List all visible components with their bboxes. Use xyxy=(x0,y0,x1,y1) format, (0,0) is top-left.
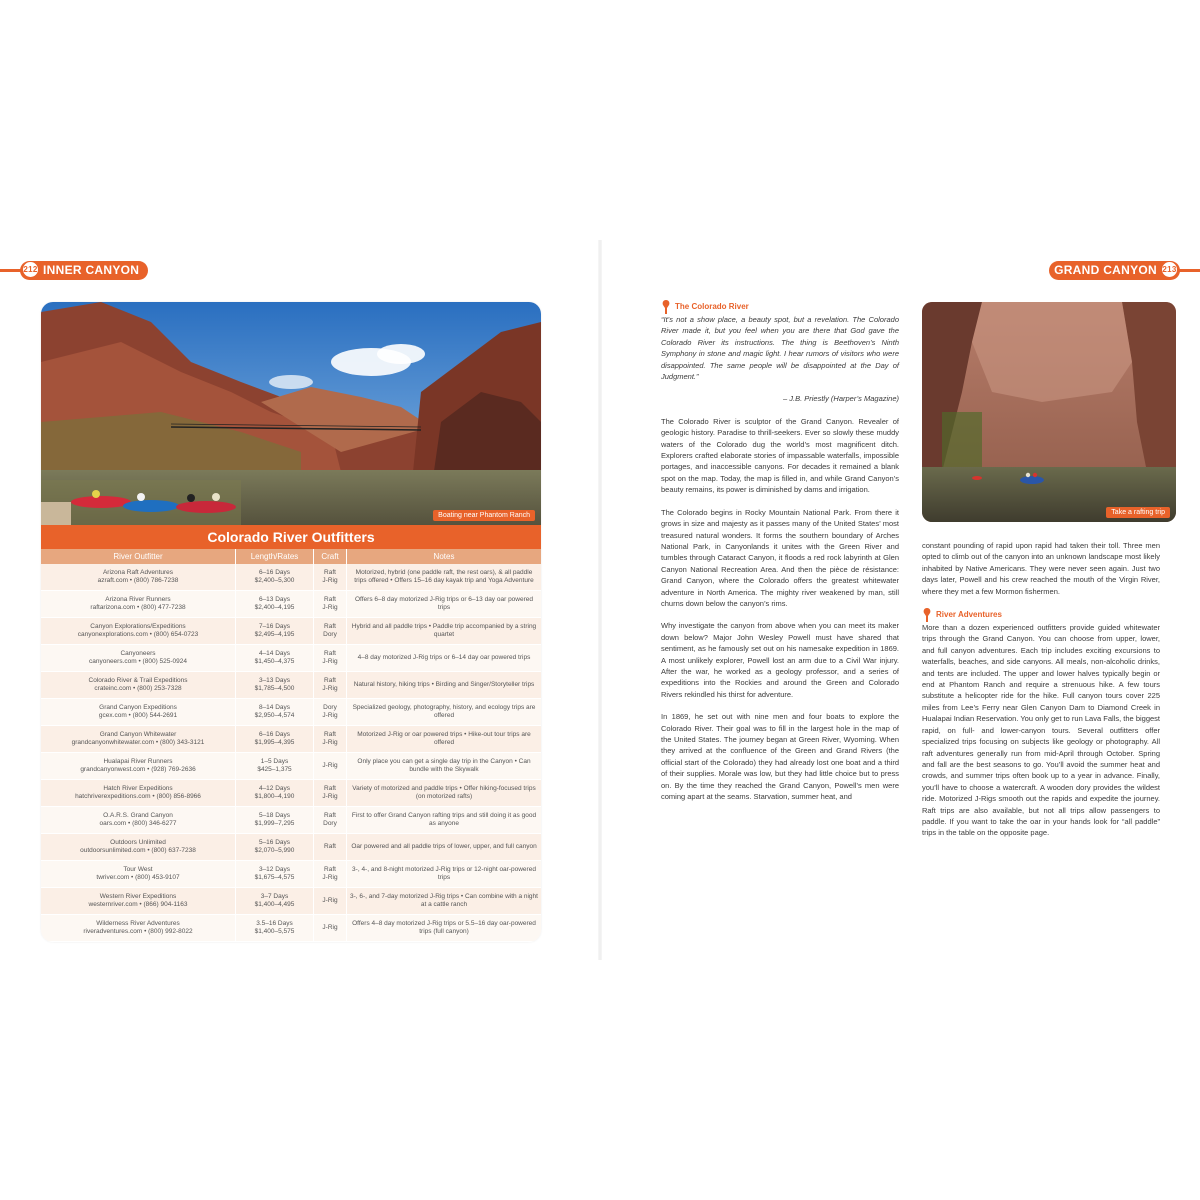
page-number-left: 212 xyxy=(23,262,38,277)
section-label-right: GRAND CANYON xyxy=(1054,263,1157,277)
cell-outfitter xyxy=(41,807,236,833)
cell-outfitter-line: crateinc.com • (800) 253-7328 xyxy=(94,685,182,692)
cell-length xyxy=(236,834,314,860)
cell-outfitter xyxy=(41,672,236,698)
cell-craft xyxy=(314,726,347,752)
cell-length-line: 6–16 Days xyxy=(258,731,291,738)
quote-attribution: – J.B. Priestly (Harper’s Magazine) xyxy=(782,394,899,404)
cell-length xyxy=(236,780,314,806)
cell-length-line: 5–18 Days xyxy=(258,812,291,819)
cell-length-line: 7–16 Days xyxy=(258,623,291,630)
cell-outfitter-line: Hatch River Expeditions xyxy=(103,785,173,792)
table-title: Colorado River Outfitters xyxy=(41,525,541,549)
cell-craft-line: J-Rig xyxy=(322,604,338,611)
cell-outfitter-line: raftarizona.com • (800) 477-7238 xyxy=(90,604,186,611)
cell-outfitter xyxy=(41,618,236,644)
cell-length xyxy=(236,753,314,779)
cell-outfitter xyxy=(41,753,236,779)
section-heading-river-adventures xyxy=(922,608,1160,622)
cell-craft-line: Raft xyxy=(324,785,336,792)
table-row xyxy=(41,591,541,618)
cell-length-line: 3–12 Days xyxy=(258,866,291,873)
cell-craft-line: J-Rig xyxy=(322,739,338,746)
table-row xyxy=(41,564,541,591)
cell-outfitter xyxy=(41,645,236,671)
cell-craft-line: Dory xyxy=(323,631,337,638)
cell-notes xyxy=(347,618,541,644)
cell-notes xyxy=(347,726,541,752)
paragraph: The Colorado begins in Rocky Mountain National Park. From there it grows in size and majesty as it passes many of the United States’ most treasured natural wonders. It forms the southern boundary of Arches National Park, in Canyonlands it unites with the Green River and tumbles through Cataract Canyon, it floods a red rock labyrinth at Glen Canyon National Recreation Area. And then the pièce de résistance: Grand Canyon, where the Colorado offers the greatest whitewater adventure in North America. The mighty river weakened by man, still churns down below the canyon’s rims. xyxy=(661,507,899,608)
article-column-2 xyxy=(922,540,1160,850)
cell-length-line: $2,950–4,574 xyxy=(254,712,295,719)
cell-notes-line: Only place you can get a single day trip in the Canyon • Can bundle with the Skywalk xyxy=(357,758,531,773)
section-tab-left xyxy=(20,261,148,280)
cell-craft xyxy=(314,591,347,617)
paragraph: More than a dozen experienced outfitters provide guided whitewater trips through the Grand Canyon. You can choose from upper, lower, and full canyon adventures. Each trip includes exciting excursions to waterfalls, beaches, and side canyons. All meals, non-alcoholic drinks, and tents are included. The upper and lower halves typically begin or end at Phantom Ranch and require a strenuous hike. A few tours substitute a helicopter ride for the hike. Full canyon tours cover 225 miles from Lee’s Ferry near Glen Canyon Dam to Diamond Creek in Hualapai Indian Reservation. You only get to run Lava Falls, the biggest rapid, on full- and lower-canyon tours. Several outfitters offer specialized trips focusing on subjects like geology or photography. All raft adventures generally run from mid-April through October. Spring and fall are the best seasons to go. You’ll avoid the summer heat and crowds, and summer trips often book up to a year in advance. Finally, you’ll have to choose a watercraft. A wooden dory provides the wildest ride. Motorized J-Rigs smooth out the rapids and expedite the journey. Raft trips are also available, but not all trips allow passengers to paddle. If you want to take the oar in your hands look for “all paddle” trips in the table on the opposite page. xyxy=(922,623,1160,838)
table-body xyxy=(41,564,541,942)
cell-length xyxy=(236,807,314,833)
cell-craft-line: Raft xyxy=(324,596,336,603)
cell-notes xyxy=(347,699,541,725)
cell-craft xyxy=(314,645,347,671)
cell-notes-line: Motorized, hybrid (one paddle raft, the rest oars), & all paddle trips offered • Offers 15–16 day kayak trip and Yoga Adventure xyxy=(354,569,534,584)
cell-length-line: $1,400–5,575 xyxy=(254,928,295,935)
cell-outfitter-line: Grand Canyon Expeditions xyxy=(99,704,177,711)
cell-outfitter-line: oars.com • (800) 346-6277 xyxy=(99,820,177,827)
cell-length xyxy=(236,645,314,671)
cell-craft xyxy=(314,780,347,806)
header-length: Length/Rates xyxy=(236,549,314,564)
cell-outfitter-line: Tour West xyxy=(123,866,153,873)
section-title-colorado: The Colorado River xyxy=(675,302,749,312)
paddle-icon xyxy=(922,608,932,622)
cell-length-line: $425–1,375 xyxy=(257,766,292,773)
header-notes: Notes xyxy=(433,552,455,561)
cell-craft xyxy=(314,834,347,860)
cell-notes-line: 3-, 6-, and 7-day motorized J-Rig trips • Can combine with a night at a cattle ranch xyxy=(350,893,538,908)
cell-outfitter-line: Wilderness River Adventures xyxy=(96,920,180,927)
cell-outfitter xyxy=(41,834,236,860)
outfitters-panel xyxy=(41,302,541,942)
cell-notes-line: Offers 6–8 day motorized J-Rig trips or 6–13 day oar powered trips xyxy=(355,596,533,611)
cell-length xyxy=(236,726,314,752)
cell-outfitter-line: twriver.com • (800) 453-9107 xyxy=(96,874,180,881)
table-row xyxy=(41,753,541,780)
cell-outfitter-line: canyonexplorations.com • (800) 654-0723 xyxy=(77,631,199,638)
cell-notes-line: Motorized J-Rig or oar powered trips • Hike-out tour trips are offered xyxy=(357,731,531,746)
cell-outfitter-line: O.A.R.S. Grand Canyon xyxy=(103,812,173,819)
cell-craft-line: J-Rig xyxy=(322,685,338,692)
cell-craft-line: J-Rig xyxy=(322,897,338,904)
phantom-ranch-photo xyxy=(41,302,541,525)
cell-outfitter xyxy=(41,780,236,806)
table-row xyxy=(41,645,541,672)
cell-notes-line: Oar powered and all paddle trips of lower, upper, and full canyon xyxy=(351,843,537,850)
cell-length-line: $1,800–4,190 xyxy=(254,793,295,800)
cell-craft-line: Raft xyxy=(324,650,336,657)
cell-outfitter-line: Hualapai River Runners xyxy=(103,758,173,765)
cell-length-line: $1,999–7,295 xyxy=(254,820,295,827)
cell-craft-line: Dory xyxy=(323,820,337,827)
left-photo-caption: Boating near Phantom Ranch xyxy=(433,510,535,521)
cell-notes xyxy=(347,807,541,833)
section-tab-right xyxy=(1049,261,1180,280)
cell-notes-line: Natural history, hiking trips • Birding and Singer/Storyteller trips xyxy=(353,681,535,688)
cell-length-line: 1–5 Days xyxy=(260,758,289,765)
cell-notes-line: Specialized geology, photography, history, and ecology trips are offered xyxy=(352,704,536,719)
cell-notes xyxy=(347,834,541,860)
cell-notes xyxy=(347,564,541,590)
table-row xyxy=(41,807,541,834)
section-label-left: INNER CANYON xyxy=(43,263,140,277)
cell-outfitter-line: gcex.com • (800) 544-2691 xyxy=(98,712,178,719)
right-photo-caption: Take a rafting trip xyxy=(1106,507,1170,518)
cell-length-line: $1,400–4,495 xyxy=(254,901,295,908)
cell-length xyxy=(236,564,314,590)
table-row xyxy=(41,888,541,915)
section-title-river-adventures: River Adventures xyxy=(936,610,1002,620)
cell-craft-line: J-Rig xyxy=(322,577,338,584)
cell-outfitter-line: Arizona River Runners xyxy=(105,596,171,603)
cell-craft xyxy=(314,861,347,887)
cell-notes xyxy=(347,888,541,914)
cell-notes xyxy=(347,591,541,617)
cell-length-line: $1,995–4,395 xyxy=(254,739,295,746)
cell-length-line: 3–13 Days xyxy=(258,677,291,684)
cell-outfitter-line: Western River Expeditions xyxy=(99,893,177,900)
cell-outfitter xyxy=(41,861,236,887)
cell-craft-line: Raft xyxy=(324,623,336,630)
cell-notes xyxy=(347,861,541,887)
cell-craft-line: J-Rig xyxy=(322,874,338,881)
table-row xyxy=(41,618,541,645)
cell-craft-line: Dory xyxy=(323,704,337,711)
cell-outfitter-line: Arizona Raft Adventures xyxy=(102,569,174,576)
article-column-1 xyxy=(661,300,899,813)
paragraph: Why investigate the canyon from above when you can meet its maker down below? Major John Wesley Powell must have shared that sentiment, as he famously set out on his namesake expedition in 1869. A most unlikely explorer, Powell lost an arm due to a Civil War injury. After the war, he worked as a geology professor, and a series of expeditions into the Rockies and around the Green and Colorado Rivers rekindled his thirst for adventure. xyxy=(661,621,899,699)
cell-length-line: 8–14 Days xyxy=(258,704,291,711)
cell-outfitter xyxy=(41,699,236,725)
cell-length-line: $1,785–4,500 xyxy=(254,685,295,692)
cell-craft-line: Raft xyxy=(324,866,336,873)
cell-length-line: 4–12 Days xyxy=(258,785,291,792)
cell-notes-line: Variety of motorized and paddle trips • Offer hiking-focused trips (on motorized rafts) xyxy=(352,785,536,800)
cell-craft xyxy=(314,915,347,941)
cell-craft-line: Raft xyxy=(324,569,336,576)
cell-outfitter-line: riveradventures.com • (800) 992-8022 xyxy=(83,928,193,935)
cell-craft xyxy=(314,888,347,914)
table-header xyxy=(41,549,541,564)
cell-outfitter-line: canyoneers.com • (800) 525-0924 xyxy=(88,658,188,665)
cell-length-line: 5–16 Days xyxy=(258,839,291,846)
cell-length-line: 6–16 Days xyxy=(258,569,291,576)
cell-craft xyxy=(314,753,347,779)
cell-length-line: $2,070–5,990 xyxy=(254,847,295,854)
cell-length-line: 6–13 Days xyxy=(258,596,291,603)
header-outfitter: River Outfitter xyxy=(41,549,236,564)
table-row xyxy=(41,726,541,753)
cell-outfitter-line: Colorado River & Trail Expeditions xyxy=(88,677,188,684)
table-row xyxy=(41,834,541,861)
cell-notes-line: First to offer Grand Canyon rafting trips and still doing it as good as anyone xyxy=(351,812,537,827)
cell-outfitter-line: grandcanyonwhitewater.com • (800) 343-3121 xyxy=(71,739,205,746)
cell-notes xyxy=(347,753,541,779)
cell-length xyxy=(236,699,314,725)
cell-length xyxy=(236,915,314,941)
cell-outfitter-line: Canyoneers xyxy=(120,650,156,657)
cell-craft-line: Raft xyxy=(324,843,336,850)
rafting-trip-photo xyxy=(922,302,1176,522)
cell-outfitter xyxy=(41,915,236,941)
cell-length xyxy=(236,591,314,617)
cell-craft-line: Raft xyxy=(324,677,336,684)
priestly-quote: “It’s not a show place, a beauty spot, but a revelation. The Colorado River made it, but you feel when you are there that God gave the Colorado River its instructions. The thing is Beethoven’s Ninth Symphony in stone and magic light. I hear rumors of visitors who were disappointed. The same people will be disappointed at the Day of Judgment.” xyxy=(661,315,899,382)
cell-length xyxy=(236,888,314,914)
cell-craft-line: J-Rig xyxy=(322,712,338,719)
page-number-right: 213 xyxy=(1162,262,1177,277)
cell-craft xyxy=(314,618,347,644)
cell-length-line: $2,400–5,300 xyxy=(254,577,295,584)
cell-notes xyxy=(347,672,541,698)
cell-outfitter-line: Grand Canyon Whitewater xyxy=(99,731,177,738)
cell-notes xyxy=(347,915,541,941)
cell-notes xyxy=(347,645,541,671)
cell-outfitter xyxy=(41,591,236,617)
cell-craft xyxy=(314,564,347,590)
paddle-icon xyxy=(661,300,671,314)
cell-outfitter-line: outdoorsunlimited.com • (800) 637-7238 xyxy=(80,847,196,854)
cell-craft-line: J-Rig xyxy=(322,793,338,800)
cell-outfitter xyxy=(41,564,236,590)
cell-craft xyxy=(314,699,347,725)
cell-outfitter-line: azraft.com • (800) 786-7238 xyxy=(97,577,179,584)
cell-outfitter-line: Outdoors Unlimited xyxy=(110,839,166,846)
cell-outfitter-line: hatchriverexpeditions.com • (800) 856-8966 xyxy=(75,793,201,800)
cell-length-line: $1,450–4,375 xyxy=(254,658,295,665)
cell-notes-line: Hybrid and all paddle trips • Paddle trip accompanied by a string quartet xyxy=(351,623,537,638)
paragraph: In 1869, he set out with nine men and four boats to explore the Colorado River. Their goal was to fill in the largest hole in the map of the United States. The journey began at Green River, Wyoming. When they arrived at the confluence of the Green and Grand Rivers (the official start of the Colorado) they had already lost one boat and a third of their supplies. Morale was low, but they had little choice but to press on. By the time they reached the Grand Canyon, Powell’s men were coming apart at the seams. Starvation, summer heat, and xyxy=(661,712,899,802)
cell-length xyxy=(236,618,314,644)
cell-outfitter-line: Canyon Explorations/Expeditions xyxy=(90,623,186,630)
section-heading-colorado xyxy=(661,300,899,314)
cell-craft-line: Raft xyxy=(324,731,336,738)
table-row xyxy=(41,915,541,942)
paragraph: The Colorado River is sculptor of the Grand Canyon. Revealer of geologic history. Paradise to thrill-seekers. Ever so slowly these muddy waters of the Colorado dug the world’s most magnificent ditch. Explorers crafted elaborate stories of impassable waterfalls, impossible portages, and inaccessible canyons. For decades it remained a blank spot on the map. Today, the map is filled in, and while Grand Canyon’s beauty remains, its power is diminished by dams and irrigation. xyxy=(661,416,899,495)
cell-length xyxy=(236,861,314,887)
cell-length-line: 4–14 Days xyxy=(258,650,291,657)
cell-craft-line: J-Rig xyxy=(322,762,338,769)
cell-notes-line: 3-, 4-, and 8-night motorized J-Rig trips or 12-night oar-powered trips xyxy=(352,866,536,881)
cell-length-line: $2,495–4,195 xyxy=(254,631,295,638)
cell-outfitter-line: grandcanyonwest.com • (928) 769-2636 xyxy=(80,766,196,773)
cell-notes-line: 4–8 day motorized J-Rig trips or 6–14 day oar powered trips xyxy=(357,654,531,661)
header-craft: Craft xyxy=(314,549,347,564)
cell-craft xyxy=(314,672,347,698)
cell-length xyxy=(236,672,314,698)
cell-length-line: $1,675–4,575 xyxy=(254,874,295,881)
cell-craft-line: J-Rig xyxy=(322,924,338,931)
cell-length-line: 3.5–16 Days xyxy=(256,920,293,927)
table-row xyxy=(41,699,541,726)
cell-outfitter xyxy=(41,888,236,914)
cell-craft xyxy=(314,807,347,833)
cell-length-line: 3–7 Days xyxy=(260,893,289,900)
cell-craft-line: Raft xyxy=(324,812,336,819)
cell-notes xyxy=(347,780,541,806)
right-page xyxy=(600,0,1200,1200)
cell-craft-line: J-Rig xyxy=(322,658,338,665)
cell-outfitter-line: westernriver.com • (866) 904-1163 xyxy=(88,901,188,908)
cell-outfitter xyxy=(41,726,236,752)
table-row xyxy=(41,861,541,888)
paragraph: constant pounding of rapid upon rapid had taken their toll. Three men opted to climb out of the canyon into an unknown landscape most likely inhabited by Native Americans. They were never seen again. Just two days later, Powell and his crew reached the mouth of the Virgin River, where they met a few Mormon fishermen. xyxy=(922,541,1160,596)
table-row xyxy=(41,780,541,807)
cell-length-line: $2,400–4,195 xyxy=(254,604,295,611)
table-row xyxy=(41,672,541,699)
cell-notes-line: Offers 4–8 day motorized J-Rig trips or 5.5–16 day oar-powered trips (full canyon) xyxy=(352,920,536,935)
